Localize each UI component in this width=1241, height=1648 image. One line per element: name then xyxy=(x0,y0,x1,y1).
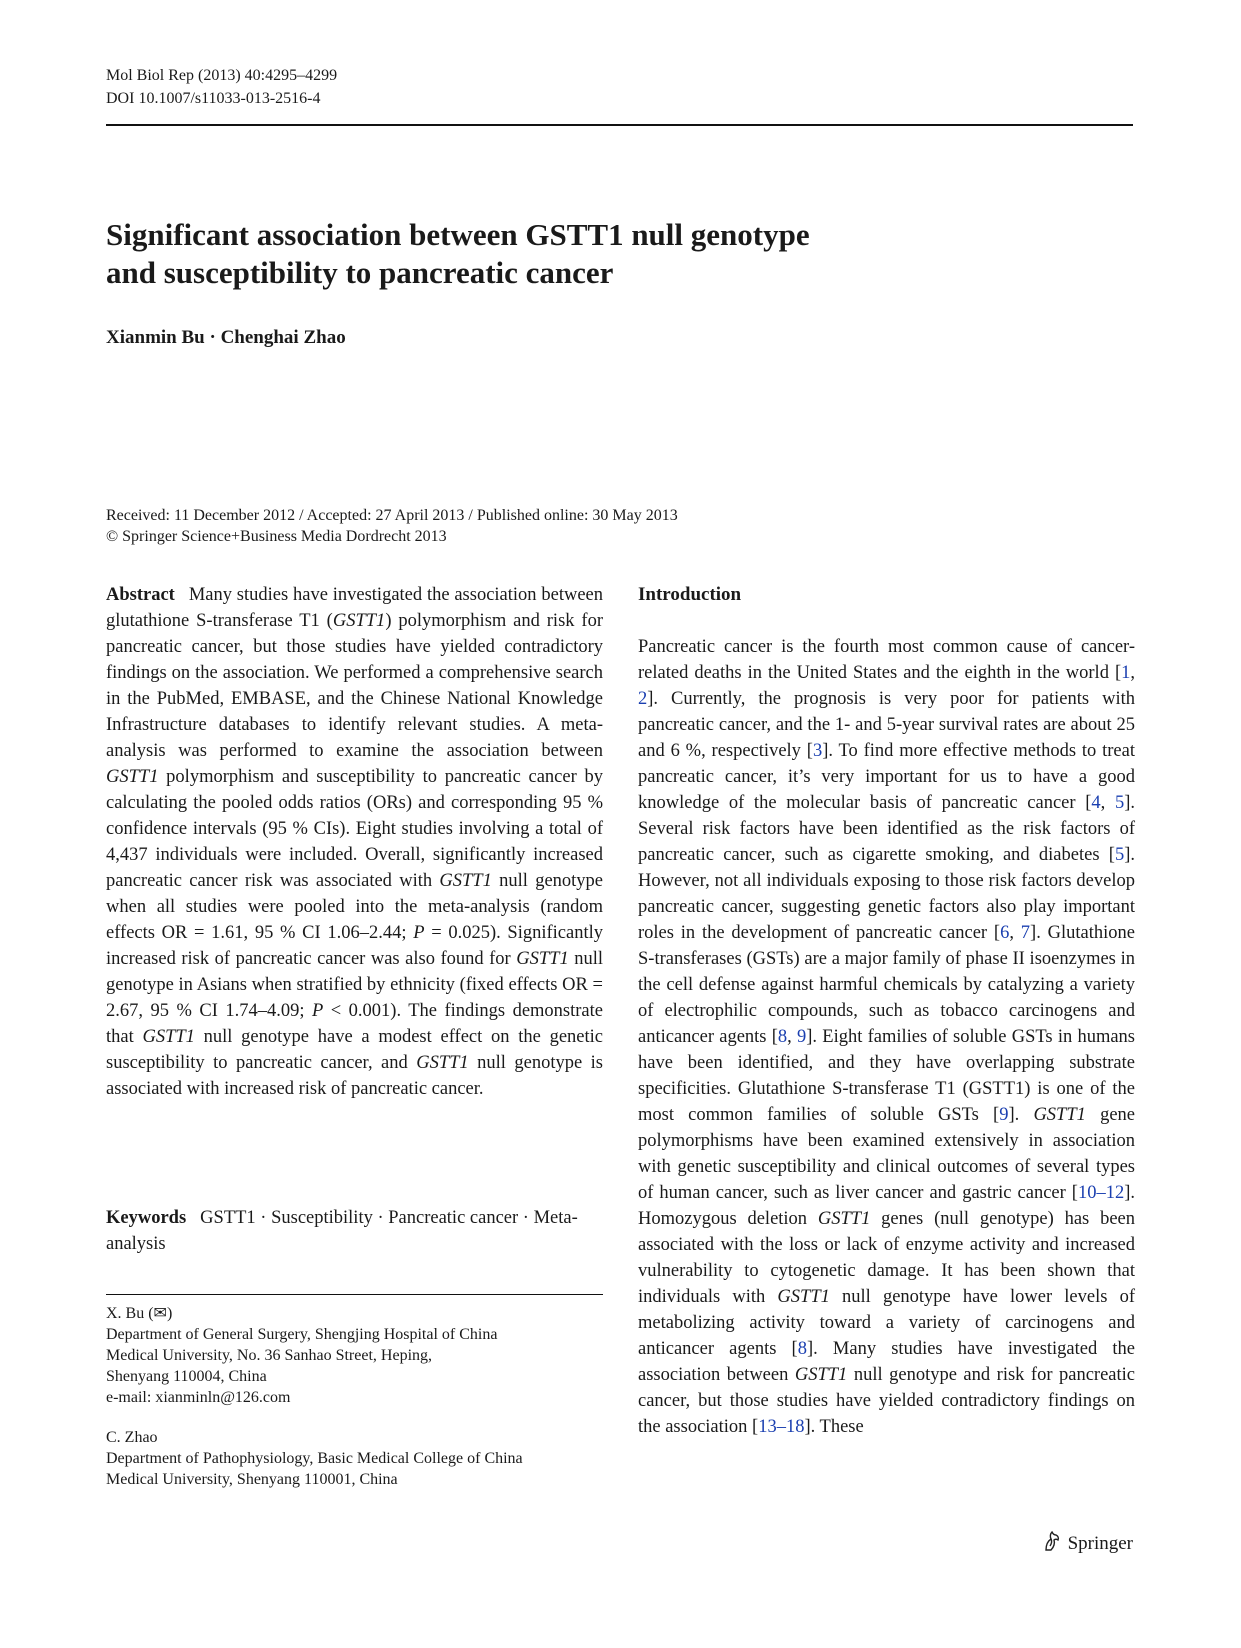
gene-name: GSTT1 xyxy=(142,1027,195,1047)
introduction-text: Pancreatic cancer is the fourth most common cause of cancer-related deaths in the United States and the eighth in the world [1, 2]. Currently, the prognosis is very poor for patients with pancreatic cancer, and the 1- and 5-year survival rates are about 25 and 6 %, respectively [3]. To find more effective methods to treat pancreatic cancer, it’s very important for us to have a good knowledge of the molecular basis of pancreatic cancer [4, 5]. Several risk factors have been identified as the risk factors of pancreatic cancer, such as cigarette smoking, and diabetes [5]. However, not all individuals exposing to those risk factors develop pancreatic cancer, suggesting genetic factors also play important roles in the development of pancreatic cancer [6, 7]. Glutathione S-transferases (GSTs) are a major family of phase II isoenzymes in the cell defense against harmful chemicals by catalyzing a variety of electrophilic compounds, such as tobacco carcinogens and anticancer agents [8, 9]. Eight families of soluble GSTs in humans have been identified, and they have overlapping substrate specificities. Glutathione S-transferase T1 (GSTT1) is one of the most common families of soluble GSTs [9]. GSTT1 gene polymorphisms have been examined extensively in association with genetic susceptibility and clinical outcomes of several types of human cancer, such as liver cancer and gastric cancer [10–12]. Homozygous deletion GSTT1 genes (null genotype) has been associated with the loss or lack of enzyme activity and increased vulnerability to cytogenetic damage. It has been shown that individuals with GSTT1 null genotype have lower levels of metabolizing activity toward a variety of carcinogens and anticancer agents [8]. Many studies have investigated the association between GSTT1 null genotype and risk for pancreatic cancer, but those studies have yielded contradictory findings on the association [13–18]. These xyxy=(638,637,1135,1437)
citation-link[interactable]: 3 xyxy=(812,741,823,761)
title-line-1: Significant association between GSTT1 null genotype xyxy=(106,217,810,252)
copyright-line: © Springer Science+Business Media Dordrecht 2013 xyxy=(106,528,447,545)
keywords-label: Keywords xyxy=(106,1208,187,1228)
history-line: Received: 11 December 2012 / Accepted: 27 April 2013 / Published online: 30 May 2013 xyxy=(106,507,678,524)
affiliation-1 xyxy=(106,1303,603,1408)
citation-link[interactable]: 9 xyxy=(797,1027,807,1047)
gene-name: GSTT1 xyxy=(516,949,569,969)
citation-link[interactable]: 5 xyxy=(1114,793,1125,813)
citation-link[interactable]: 4 xyxy=(1091,793,1101,813)
gene-name: GSTT1 xyxy=(794,1365,848,1385)
author-separator: · xyxy=(209,327,216,348)
citation-link[interactable]: 5 xyxy=(1114,845,1125,865)
keywords-list: GSTT1 · Susceptibility · Pancreatic cancer · Meta-analysis xyxy=(106,1208,578,1254)
author-name: Chenghai Zhao xyxy=(220,327,346,348)
gene-name: GSTT1 xyxy=(1033,1105,1086,1125)
affiliation-line: Department of General Surgery, Shengjing Hospital of China xyxy=(106,1326,498,1343)
abstract-label: Abstract xyxy=(106,585,175,605)
citation-link[interactable]: 6 xyxy=(1000,923,1010,943)
gene-name: GSTT1 xyxy=(777,1287,830,1307)
abstract-text: polymorphism and susceptibility to pancreatic cancer by calculating the pooled odds ratios (ORs) and corresponding 95 % confidence intervals (95 % CIs). Eight studies involving a total of 4,437 individuals were included. Overall, significantly increased pancreatic cancer risk was associated with xyxy=(106,767,603,891)
abstract-text: null genotype is associated with increased risk of pancreatic cancer. xyxy=(106,1053,603,1099)
doi: DOI 10.1007/s11033-013-2516-4 xyxy=(106,90,321,107)
abstract xyxy=(106,582,603,1102)
abstract-text: ) polymorphism and risk for pancreatic cancer, but those studies have yielded contradictory findings on the association. We performed a comprehensive search in the PubMed, EMBASE, and the Chinese National Knowledge Infrastructure databases to identify relevant studies. A meta-analysis was performed to examine the association between xyxy=(106,611,603,761)
gene-name: GSTT1 xyxy=(416,1053,469,1073)
abstract-text: null genotype in Asians when stratified by ethnicity (fixed effects OR = 2.67, 95 % CI 1.74–4.09; xyxy=(106,949,604,1021)
abstract-text: < 0.001). The findings demonstrate that xyxy=(106,1001,603,1047)
p-symbol: P xyxy=(413,923,425,943)
gene-name: GSTT1 xyxy=(817,1209,871,1229)
p-symbol: P xyxy=(311,1001,324,1021)
citation-link[interactable]: 8 xyxy=(797,1339,807,1359)
author-short-name: C. Zhao xyxy=(106,1429,158,1446)
abstract-text: null genotype when all studies were pooled into the meta-analysis (random effects OR = 1.61, 95 % CI 1.06–2.44; xyxy=(106,871,604,943)
journal-header xyxy=(106,64,337,110)
affiliation-line: Medical University, No. 36 Sanhao Street, Heping, xyxy=(106,1347,433,1364)
citation-link[interactable]: 7 xyxy=(1020,923,1031,943)
paper-title xyxy=(106,216,1006,292)
citation-link[interactable]: 10–12 xyxy=(1077,1183,1125,1203)
citation-link[interactable]: 2 xyxy=(638,689,648,709)
affiliation-line: Shenyang 110004, China xyxy=(106,1368,267,1385)
gene-name: GSTT1 xyxy=(439,871,492,891)
citation-link[interactable]: 8 xyxy=(777,1027,788,1047)
citation-link[interactable]: 13–18 xyxy=(758,1417,805,1437)
publisher-logo xyxy=(1042,1530,1133,1558)
introduction-section xyxy=(638,582,1135,1440)
keywords xyxy=(106,1205,603,1257)
author-list xyxy=(106,327,346,349)
abstract-text: null genotype have a modest effect on the genetic susceptibility to pancreatic cancer, and xyxy=(106,1027,603,1073)
email-address[interactable]: e-mail: xianminln@126.com xyxy=(106,1389,291,1406)
journal-citation: Mol Biol Rep (2013) 40:4295–4299 xyxy=(106,67,338,84)
corresponding-author: X. Bu (✉) xyxy=(106,1305,173,1322)
author-name: Xianmin Bu xyxy=(106,327,205,348)
affiliation-line: Department of Pathophysiology, Basic Medical College of China xyxy=(106,1450,523,1467)
abstract-text: Many studies have investigated the association between glutathione S-transferase T1 ( xyxy=(106,585,603,631)
gene-name: GSTT1 xyxy=(106,767,159,787)
section-heading: Introduction xyxy=(638,584,742,605)
publisher-name: Springer xyxy=(1067,1533,1133,1554)
gene-name: GSTT1 xyxy=(332,611,386,631)
title-line-2: and susceptibility to pancreatic cancer xyxy=(106,255,614,290)
affiliation-2 xyxy=(106,1427,603,1490)
publication-dates xyxy=(106,505,678,547)
affiliation-line: Medical University, Shenyang 110001, China xyxy=(106,1471,398,1488)
springer-horse-icon xyxy=(1042,1530,1062,1558)
citation-link[interactable]: 9 xyxy=(999,1105,1009,1125)
header-rule xyxy=(106,124,1133,126)
affiliation-rule xyxy=(106,1294,603,1295)
abstract-text: = 0.025). Significantly increased risk of pancreatic cancer was also found for xyxy=(106,923,603,969)
citation-link[interactable]: 1 xyxy=(1121,663,1131,683)
